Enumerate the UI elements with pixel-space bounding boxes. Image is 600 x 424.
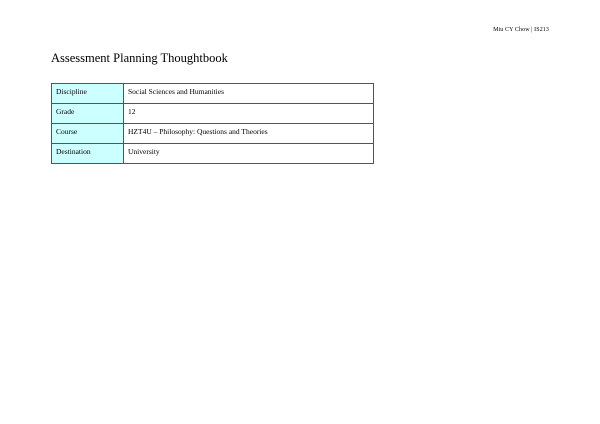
grade-value: 12 — [124, 104, 374, 124]
document-title: Assessment Planning Thoughtbook — [51, 51, 228, 65]
discipline-value: Social Sciences and Humanities — [124, 84, 374, 104]
course-value: HZT4U – Philosophy: Questions and Theories — [124, 124, 374, 144]
grade-label: Grade — [52, 104, 124, 124]
table-row-grade — [52, 104, 374, 124]
table-row-discipline — [52, 84, 374, 104]
course-label: Course — [52, 124, 124, 144]
running-header: Miu CY Chow | IS213 — [493, 27, 549, 33]
destination-label: Destination — [52, 144, 124, 164]
discipline-label: Discipline — [52, 84, 124, 104]
course-info-table — [51, 83, 374, 164]
table-row-course — [52, 124, 374, 144]
destination-value: University — [124, 144, 374, 164]
table-row-destination — [52, 144, 374, 164]
